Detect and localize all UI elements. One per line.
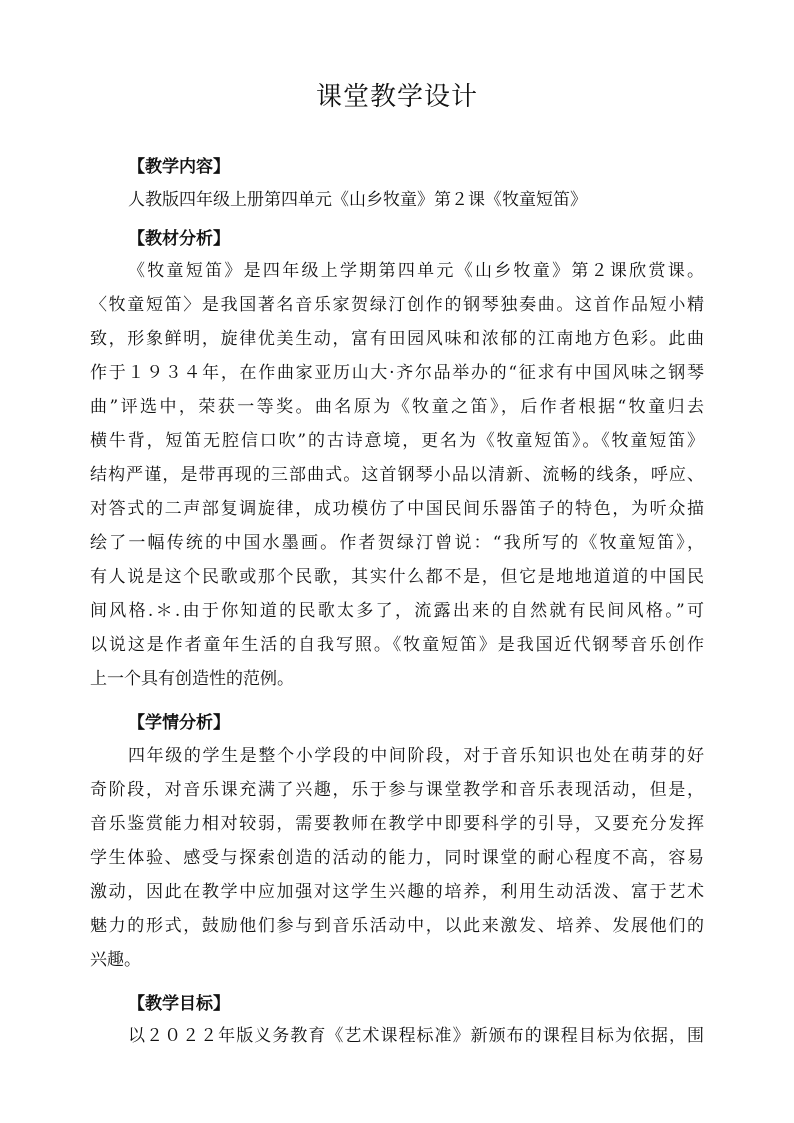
paragraph-line: 曲”评选中，荣获一等奖。曲名原为《牧童之笛》，后作者根据“牧童归去 [90, 397, 704, 417]
section-heading-material-analysis: 【教材分析】 [128, 229, 230, 249]
paragraph-line: 致，形象鲜明，旋律优美生动，富有田园风味和浓郁的江南地方色彩。此曲 [90, 329, 704, 349]
section-heading-student-analysis: 【学情分析】 [128, 713, 230, 733]
paragraph-line: 横牛背，短笛无腔信口吹”的古诗意境，更名为《牧童短笛》。《牧童短笛》 [90, 431, 704, 451]
paragraph-line: 绘了一幅传统的中国水墨画。作者贺绿汀曾说：“我所写的《牧童短笛》， [90, 533, 704, 553]
paragraph-line: 《牧童短笛》是四年级上学期第四单元《山乡牧童》第２课欣赏课。 [128, 261, 704, 281]
page-title: 课堂教学设计 [315, 82, 478, 112]
paragraph-line: 四年级的学生是整个小学段的中间阶段，对于音乐知识也处在萌芽的好 [128, 746, 704, 766]
paragraph-line: 〈牧童短笛〉是我国著名音乐家贺绿汀创作的钢琴独奏曲。这首作品短小精 [90, 295, 704, 315]
paragraph-line: 间风格.＊.由于你知道的民歌太多了，流露出来的自然就有民间风格。”可 [90, 601, 704, 621]
paragraph-line: 激动，因此在教学中应加强对这学生兴趣的培养，利用生动活泼、富于艺术 [90, 882, 704, 902]
paragraph-line: 以２０２２年版义务教育《艺术课程标准》新颁布的课程目标为依据，围 [128, 1026, 704, 1046]
section-heading-teaching-goals: 【教学目标】 [128, 994, 230, 1014]
section-heading-teaching-content: 【教学内容】 [128, 157, 230, 177]
paragraph-line: 有人说是这个民歌或那个民歌，其实什么都不是，但它是地地道道的中国民 [90, 567, 704, 587]
paragraph-line: 作于１９３４年，在作曲家亚历山大·齐尔品举办的“征求有中国风味之钢琴 [90, 363, 704, 383]
paragraph-line: 对答式的二声部复调旋律，成功模仿了中国民间乐器笛子的特色，为听众描 [90, 499, 704, 519]
paragraph-line: 上一个具有创造性的范例。 [90, 669, 294, 689]
paragraph-line: 音乐鉴赏能力相对较弱，需要教师在教学中即要科学的引导，又要充分发挥 [90, 814, 704, 834]
paragraph-line: 学生体验、感受与探索创造的活动的能力，同时课堂的耐心程度不高，容易 [90, 848, 704, 868]
paragraph-line: 魅力的形式，鼓励他们参与到音乐活动中，以此来激发、培养、发展他们的 [90, 916, 704, 936]
paragraph-line: 以说这是作者童年生活的自我写照。《牧童短笛》是我国近代钢琴音乐创作 [90, 635, 704, 655]
paragraph-line: 奇阶段，对音乐课充满了兴趣，乐于参与课堂教学和音乐表现活动，但是， [90, 780, 704, 800]
paragraph-line: 人教版四年级上册第四单元《山乡牧童》第２课《牧童短笛》 [128, 190, 587, 210]
paragraph-line: 兴趣。 [90, 950, 141, 970]
paragraph-line: 结构严谨，是带再现的三部曲式。这首钢琴小品以清新、流畅的线条，呼应、 [90, 465, 704, 485]
